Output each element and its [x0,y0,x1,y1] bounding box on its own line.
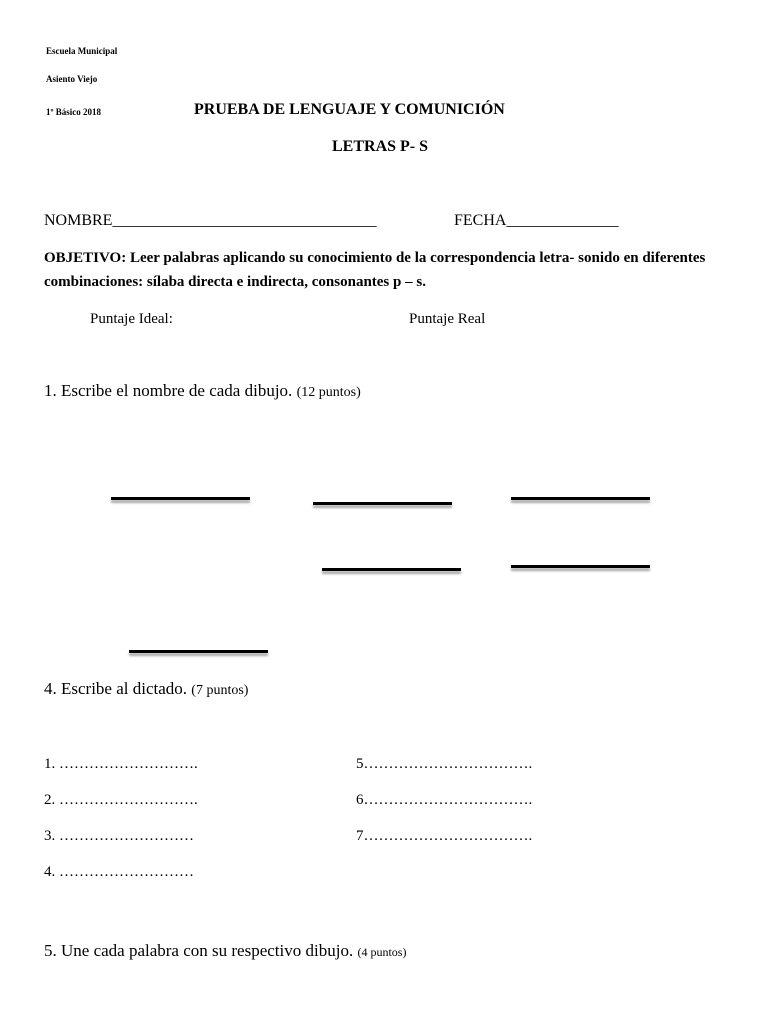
answer-line[interactable] [313,502,452,505]
question-4-points: (7 puntos) [191,683,249,698]
dictation-item-7[interactable]: 7……………………………. [356,828,533,844]
answer-line[interactable] [111,497,250,500]
dictation-item-1[interactable]: 1. ………………………. [44,756,198,772]
grade-year: 1º Básico 2018 [46,107,101,117]
dictation-item-4[interactable]: 4. ……………………… [44,864,194,880]
question-5-text: 5. Une cada palabra con su respectivo dibujo. [44,941,354,960]
school-name: Escuela Municipal [46,46,118,56]
dictation-item-5[interactable]: 5……………………………. [356,756,533,772]
question-5 [44,941,406,961]
question-1-text: 1. Escribe el nombre de cada dibujo. [44,381,293,400]
answer-line[interactable] [322,568,461,571]
test-title: PRUEBA DE LENGUAJE Y COMUNICIÓN [194,101,505,118]
question-4-text: 4. Escribe al dictado. [44,679,188,698]
question-4 [44,679,248,699]
question-5-points: (4 puntos) [357,945,407,959]
objective-text: OBJETIVO: Leer palabras aplicando su conocimiento de la correspondencia letra- sonido en diferentes combinaciones: sílaba directa e indirecta, consonantes p – s. [44,250,706,290]
dictation-item-2[interactable]: 2. ………………………. [44,792,198,808]
date-field: FECHA______________ [454,212,619,229]
answer-line[interactable] [511,565,650,568]
school-location: Asiento Viejo [46,74,98,84]
question-1 [44,381,361,401]
answer-line[interactable] [511,497,650,500]
ideal-score-label: Puntaje Ideal: [90,311,173,327]
answer-line[interactable] [129,650,268,653]
question-1-points: (12 puntos) [296,385,361,400]
name-field: NOMBRE_________________________________ [44,212,377,229]
real-score-label: Puntaje Real [409,311,486,327]
dictation-item-3[interactable]: 3. ……………………… [44,828,194,844]
dictation-item-6[interactable]: 6……………………………. [356,792,533,808]
test-subtitle: LETRAS P- S [332,138,429,155]
